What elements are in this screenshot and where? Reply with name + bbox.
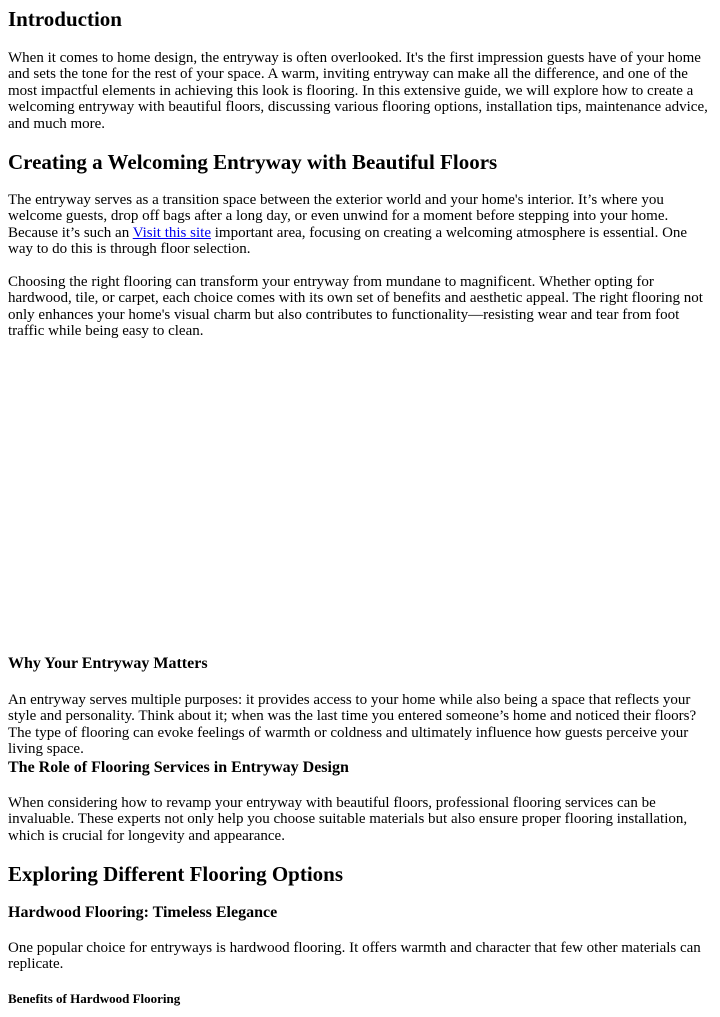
- welcoming-paragraph-1: [8, 192, 714, 258]
- welcoming-paragraph-2: Choosing the right flooring can transform your entryway from mundane to magnificent. Whether opting for hardwood, tile, or carpet, each choice comes with its own set of benefits and aesthetic appeal. The right flooring not only enhances your home's visual charm but also contributes to functionality—resisting wear and tear from foot traffic while being easy to clean.: [8, 274, 703, 340]
- why-entryway-paragraph: An entryway serves multiple purposes: it provides access to your home while also being a space that reflects your style and personality. Think about it; when was the last time you entered someone’s home and noticed their floors? The type of flooring can evoke feelings of warmth or coldness and ultimately influence how guests perceive your living space.: [8, 692, 697, 758]
- why-entryway-heading: Why Your Entryway Matters: [8, 655, 208, 672]
- role-flooring-paragraph: When considering how to revamp your entryway with beautiful floors, professional flooring services can be invaluable. These experts not only help you choose suitable materials but also ensure proper flooring installation, which is crucial for longevity and appearance.: [8, 795, 688, 844]
- welcoming-text-before-link: The entryway serves as a transition space between the exterior world and your home's interior. It’s where you welcome guests, drop off bags after a long day, or even unwind for a moment before stepping into your home. Because it’s such an: [8, 192, 669, 241]
- introduction-paragraph: When it comes to home design, the entryway is often overlooked. It's the first impression guests have of your home and sets the tone for the rest of your space. A warm, inviting entryway can make all the difference, and one of the most impactful elements in achieving this look is flooring. In this extensive guide, we will explore how to create a welcoming entryway with beautiful floors, discussing various flooring options, installation tips, maintenance advice, and much more.: [8, 50, 708, 132]
- welcoming-text-after-link: important area, focusing on creating a welcoming atmosphere is essential. One way to do this is through floor selection.: [8, 224, 688, 258]
- welcoming-entryway-heading: Creating a Welcoming Entryway with Beautiful Floors: [8, 150, 498, 174]
- visit-site-link[interactable]: Visit this site: [132, 224, 211, 241]
- hardwood-paragraph: One popular choice for entryways is hardwood flooring. It offers warmth and character that few other materials can replicate.: [8, 940, 701, 973]
- exploring-options-heading: Exploring Different Flooring Options: [8, 862, 344, 886]
- benefits-heading: Benefits of Hardwood Flooring: [8, 991, 181, 1006]
- blank-media-area: [8, 345, 714, 645]
- introduction-heading: Introduction: [8, 7, 122, 31]
- hardwood-heading: Hardwood Flooring: Timeless Elegance: [8, 904, 278, 921]
- role-flooring-heading: The Role of Flooring Services in Entryway Design: [8, 759, 349, 776]
